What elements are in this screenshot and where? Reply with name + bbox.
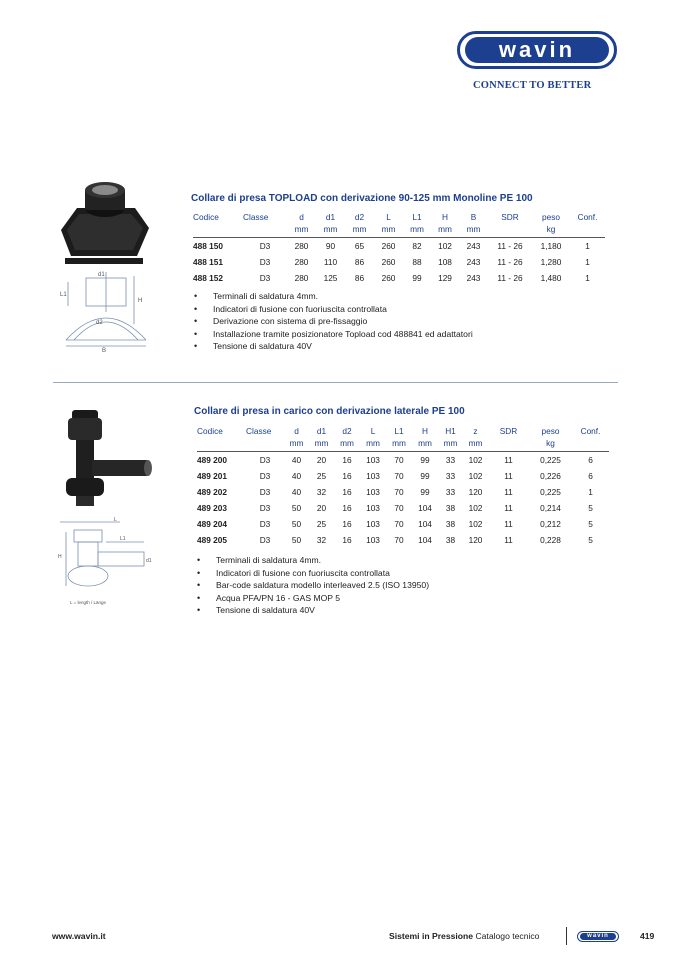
list-item: • Indicatori di fusione con fuoriuscita controllata [194,567,614,580]
unit-codice [197,437,246,452]
section2-table [197,425,609,548]
col-d: d [294,426,299,436]
logo-text: wavin [465,37,609,63]
wavin-logo [457,31,617,69]
unit-L: mm [360,437,386,452]
unit-classe [246,437,284,452]
list-item: • Bar-code saldatura modello interleaved 2.5 (ISO 13950) [194,579,614,592]
label-d2: d2 [96,320,103,326]
col-codice: Codice [197,426,223,436]
footer-catalog-rest: Catalogo tecnico [473,931,540,941]
list-item: • Indicatori di fusione con fuoriuscita controllata [191,303,611,316]
topload-collar-photo [57,178,153,270]
list-item: • Acqua PFA/PN 16 - GAS MOP 5 [194,592,614,605]
col-L1: L1 [412,212,422,222]
unit-B: mm [459,223,488,238]
section1-title: Collare di presa TOPLOAD con derivazione 90-125 mm Monoline PE 100 [191,193,533,204]
label-d1: d1 [146,558,152,564]
unit-L1: mm [386,437,412,452]
table-row: 489 200 D3 40 20 16 103 70 99 33 102 11 0,225 6 [197,455,593,465]
col-d2: d2 [342,426,352,436]
list-item: • Tensione di saldatura 40V [194,604,614,617]
col-B: B [470,212,477,222]
col-H1: H1 [445,426,456,436]
unit-d2: mm [345,223,374,238]
col-classe: Classe [246,426,272,436]
col-d: d [299,212,304,222]
table-row: 489 204 D3 50 25 16 103 70 104 38 102 11 0,212 5 [197,519,593,529]
col-d2: d2 [354,212,365,222]
unit-conf [572,437,609,452]
table-row: 489 201 D3 40 25 16 103 70 99 33 102 11 0,226 6 [197,471,593,481]
footer-wavin-logo [577,931,619,942]
col-z: z [473,426,478,436]
col-conf: Conf. [577,212,598,222]
unit-d: mm [287,223,316,238]
unit-z: mm [463,437,488,452]
col-classe: Classe [243,212,269,222]
unit-H1: mm [438,437,463,452]
footer-separator [566,927,567,945]
section-divider [53,382,618,383]
unit-peso: kg [532,223,570,238]
unit-d: mm [284,437,309,452]
unit-SDR [488,223,532,238]
list-item: • Derivazione con sistema di pre-fissaggio [191,315,611,328]
col-d1: d1 [325,212,336,222]
footer-catalog [389,931,539,941]
label-L1: L1 [120,536,126,542]
unit-L1: mm [403,223,431,238]
footer-url[interactable]: www.wavin.it [52,931,106,941]
label-L: L [114,517,117,523]
unit-SDR [488,437,529,452]
col-d1: d1 [316,426,327,436]
unit-classe [243,223,287,238]
col-SDR: SDR [499,426,518,436]
label-H: H [138,298,143,304]
table-row: 488 151 D3 280 110 86 260 88 108 243 11 - 26 1,280 1 [193,257,590,267]
section2-title: Collare di presa in carico con derivazione laterale PE 100 [194,406,465,417]
unit-H: mm [431,223,459,238]
footer-catalog-bold: Sistemi in Pressione [389,931,474,941]
table-row: 489 202 D3 40 32 16 103 70 99 33 120 11 0,225 1 [197,487,593,497]
col-peso: peso [541,426,560,436]
col-L: L [370,426,376,436]
section2-table-body [197,452,609,549]
col-H: H [422,426,428,436]
section1-table [193,211,605,286]
list-item: • Installazione tramite posizionatore Topload cod 488841 ed adattatori [191,328,611,341]
section2-bullets [194,554,614,617]
label-H: H [58,554,62,560]
list-item: • Terminali di saldatura 4mm. [191,290,611,303]
saddle-tee-drawing [56,514,156,610]
col-SDR: SDR [501,212,519,222]
unit-conf [570,223,605,238]
label-B: B [102,348,107,354]
unit-H: mm [412,437,438,452]
col-L1: L1 [394,426,404,436]
topload-collar-drawing [56,268,156,354]
saddle-tee-photo [62,404,154,510]
col-H: H [442,212,448,222]
table-row: 489 203 D3 50 20 16 103 70 104 38 102 11 0,214 5 [197,503,593,513]
col-L: L [386,212,391,222]
unit-peso: kg [529,437,572,452]
list-item: • Terminali di saldatura 4mm. [194,554,614,567]
col-codice: Codice [193,212,219,222]
tagline: CONNECT TO BETTER [473,80,592,91]
col-conf: Conf. [580,426,601,436]
table-row: 488 152 D3 280 125 86 260 99 129 243 11 - 26 1,480 1 [193,273,590,283]
unit-codice [193,223,243,238]
col-peso: peso [542,212,560,222]
unit-d2: mm [334,437,360,452]
drawing-legend: L = length / Länge [70,600,106,605]
table-row: 488 150 D3 280 90 65 260 82 102 243 11 - 26 1,180 1 [193,241,590,251]
label-L1: L1 [60,292,67,298]
section1-bullets [191,290,611,353]
unit-L: mm [374,223,403,238]
page-number: 419 [640,931,655,941]
footer-logo-text: wavin [580,933,616,940]
table-row: 489 205 D3 50 32 16 103 70 104 38 120 11 0,228 5 [197,535,593,545]
label-d1: d1 [98,272,105,278]
list-item: • Tensione di saldatura 40V [191,340,611,353]
unit-d1: mm [316,223,345,238]
unit-d1: mm [309,437,334,452]
